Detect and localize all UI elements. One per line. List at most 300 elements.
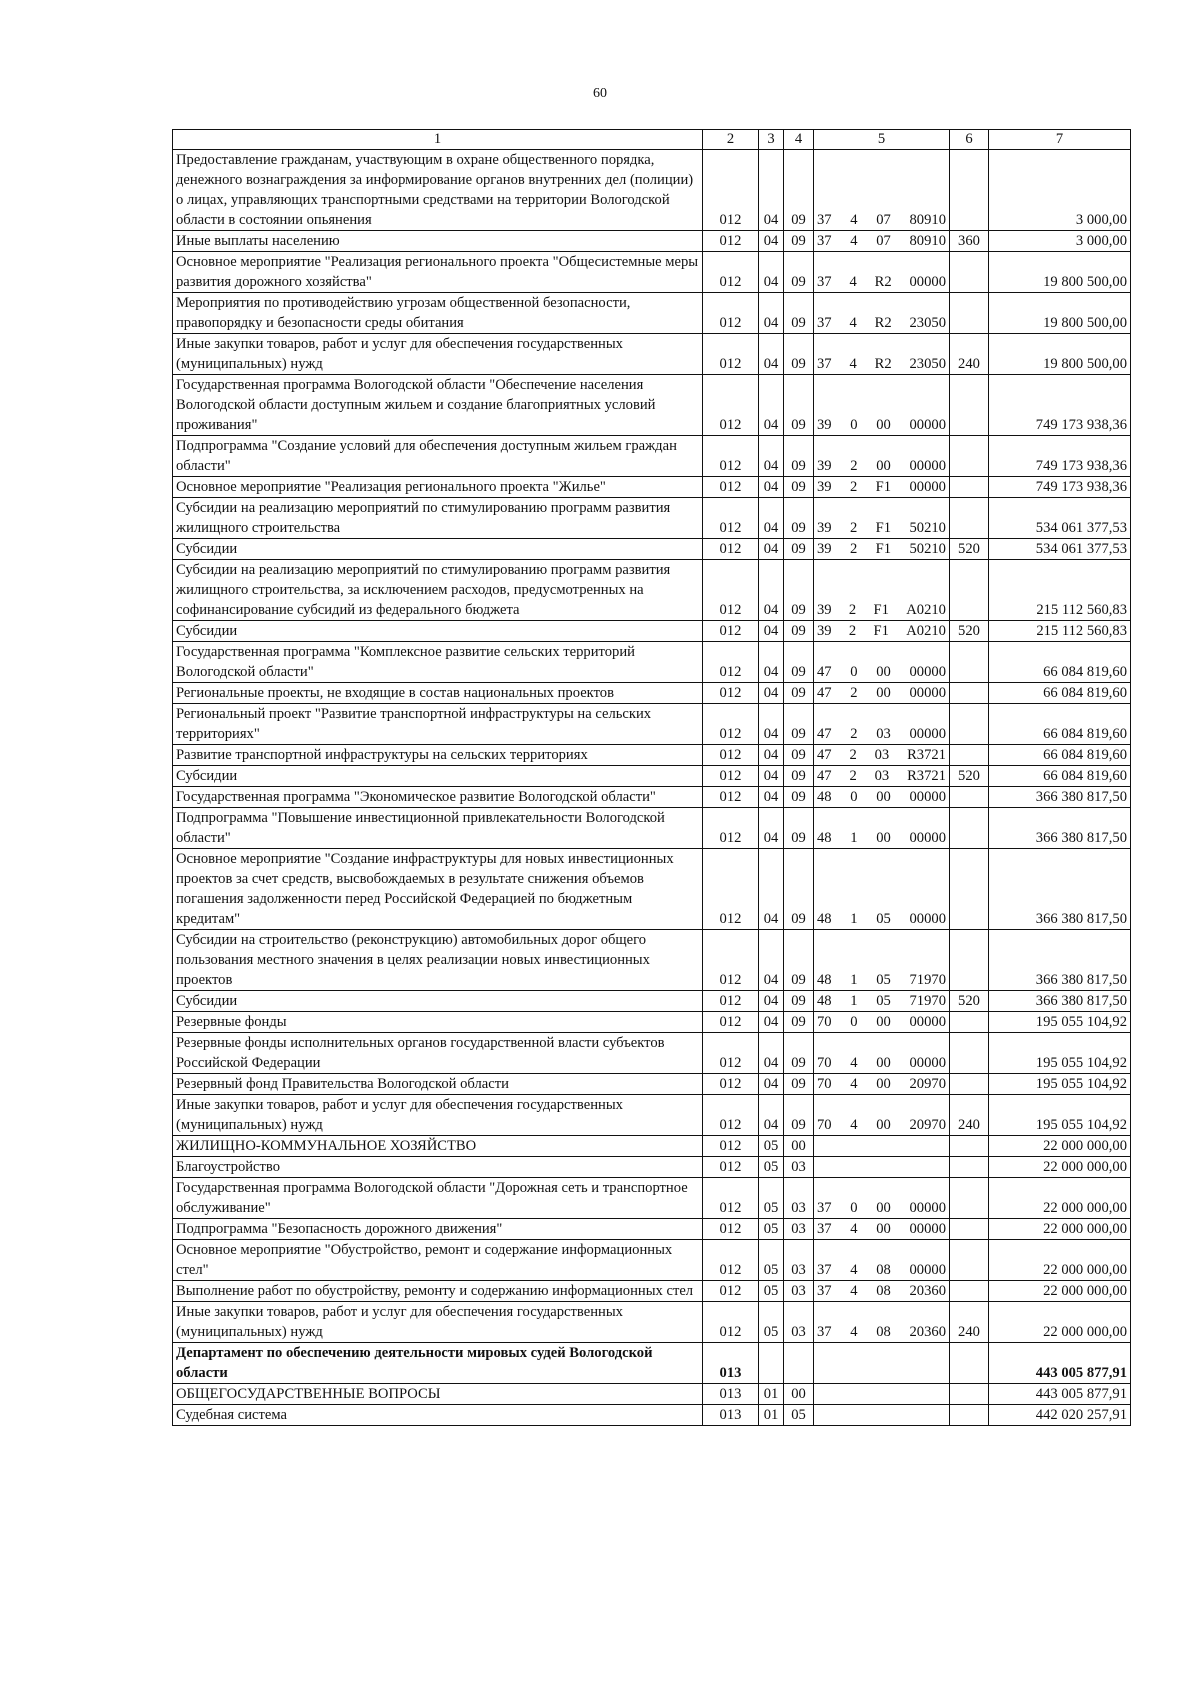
row-name: ЖИЛИЩНО-КОММУНАЛЬНОЕ ХОЗЯЙСТВО — [173, 1136, 703, 1157]
section-code: 04 — [759, 560, 784, 621]
section-code: 05 — [759, 1219, 784, 1240]
target-article-part: 00 — [876, 789, 891, 805]
section-code: 05 — [759, 1157, 784, 1178]
row-name: ОБЩЕГОСУДАРСТВЕННЫЕ ВОПРОСЫ — [173, 1384, 703, 1405]
amount: 215 112 560,83 — [989, 621, 1131, 642]
department-code: 012 — [703, 334, 759, 375]
target-article-part: 2 — [849, 479, 858, 495]
row-name: Субсидии — [173, 539, 703, 560]
amount: 66 084 819,60 — [989, 683, 1131, 704]
target-article-part: 39 — [817, 520, 832, 536]
row-name: Резервный фонд Правительства Вологодской области — [173, 1074, 703, 1095]
target-article-code — [814, 808, 950, 849]
section-code — [759, 1343, 784, 1384]
target-article-parts — [817, 1074, 946, 1094]
target-article-part: 2 — [850, 458, 858, 474]
column-number: 1 — [173, 130, 703, 150]
subsection-code: 09 — [784, 745, 814, 766]
row-name: Субсидии на реализацию мероприятий по стимулированию программ развития жилищного строительства — [173, 498, 703, 539]
subsection-code: 09 — [784, 498, 814, 539]
expense-type-code: 520 — [950, 766, 989, 787]
target-article-code — [814, 1240, 950, 1281]
target-article-code — [814, 231, 950, 252]
amount: 534 061 377,53 — [989, 539, 1131, 560]
target-article-parts — [817, 539, 946, 559]
target-article-part: 1 — [850, 830, 858, 846]
subsection-code: 09 — [784, 704, 814, 745]
department-code: 012 — [703, 849, 759, 930]
target-article-parts — [817, 1012, 946, 1032]
department-code: 013 — [703, 1384, 759, 1405]
target-article-code — [814, 621, 950, 642]
expense-type-code: 520 — [950, 621, 989, 642]
target-article-part: 00000 — [909, 1055, 946, 1071]
table-row — [173, 642, 1131, 683]
row-name: Мероприятия по противодействию угрозам общественной безопасности, правопорядку и безопасности среды обитания — [173, 293, 703, 334]
subsection-code: 09 — [784, 375, 814, 436]
subsection-code: 09 — [784, 150, 814, 231]
target-article-part: 2 — [849, 520, 858, 536]
table-row — [173, 477, 1131, 498]
row-name: Субсидии — [173, 621, 703, 642]
section-code: 04 — [759, 1033, 784, 1074]
row-name: Резервные фонды исполнительных органов государственной власти субъектов Российской Федерации — [173, 1033, 703, 1074]
target-article-part: 03 — [874, 768, 890, 784]
target-article-part: 00000 — [909, 274, 946, 290]
target-article-part: 08 — [876, 1324, 891, 1340]
column-number-row — [173, 130, 1131, 150]
target-article-part: 20360 — [909, 1324, 946, 1340]
table-row — [173, 1302, 1131, 1343]
target-article-code — [814, 642, 950, 683]
expense-type-code: 240 — [950, 1302, 989, 1343]
expense-type-code — [950, 849, 989, 930]
target-article-part: 37 — [817, 233, 832, 249]
department-code: 012 — [703, 787, 759, 808]
row-name: Региональный проект "Развитие транспортной инфраструктуры на сельских территориях" — [173, 704, 703, 745]
department-code: 012 — [703, 1074, 759, 1095]
amount: 366 380 817,50 — [989, 787, 1131, 808]
target-article-parts — [817, 662, 946, 682]
target-article-part: 00 — [876, 1076, 891, 1092]
department-code: 012 — [703, 704, 759, 745]
department-code: 012 — [703, 231, 759, 252]
target-article-part: 39 — [817, 458, 832, 474]
target-article-part: 37 — [817, 1283, 832, 1299]
table-row — [173, 704, 1131, 745]
target-article-parts — [817, 415, 946, 435]
target-article-part: 0 — [850, 1014, 858, 1030]
table-row — [173, 293, 1131, 334]
row-name: Подпрограмма "Повышение инвестиционной привлекательности Вологодской области" — [173, 808, 703, 849]
amount: 3 000,00 — [989, 231, 1131, 252]
amount: 534 061 377,53 — [989, 498, 1131, 539]
target-article-code — [814, 334, 950, 375]
target-article-part: 2 — [848, 602, 857, 618]
row-name: Субсидии на строительство (реконструкцию) автомобильных дорог общего пользования местного значения в целях реализации новых инвестиционных проектов — [173, 930, 703, 991]
target-article-part: F1 — [875, 520, 892, 536]
target-article-part: 4 — [850, 1324, 858, 1340]
department-code: 012 — [703, 1157, 759, 1178]
target-article-part: R3721 — [907, 747, 946, 763]
table-row — [173, 1384, 1131, 1405]
table-row — [173, 1095, 1131, 1136]
subsection-code: 09 — [784, 539, 814, 560]
target-article-part: 37 — [817, 315, 832, 331]
section-code: 05 — [759, 1178, 784, 1219]
department-code: 012 — [703, 1033, 759, 1074]
target-article-part: 4 — [849, 356, 857, 372]
subsection-code: 03 — [784, 1240, 814, 1281]
table-row — [173, 766, 1131, 787]
target-article-part: 80910 — [909, 233, 946, 249]
subsection-code: 09 — [784, 293, 814, 334]
department-code: 012 — [703, 1219, 759, 1240]
target-article-parts — [817, 828, 946, 848]
target-article-part: 00000 — [909, 1221, 946, 1237]
amount: 66 084 819,60 — [989, 766, 1131, 787]
section-code: 04 — [759, 642, 784, 683]
subsection-code: 09 — [784, 621, 814, 642]
target-article-parts — [817, 477, 946, 497]
target-article-part: 08 — [876, 1262, 891, 1278]
section-code: 04 — [759, 621, 784, 642]
target-article-parts — [817, 683, 946, 703]
target-article-part: 05 — [876, 993, 891, 1009]
target-article-code — [814, 1219, 950, 1240]
target-article-part: 00 — [876, 1200, 891, 1216]
amount: 195 055 104,92 — [989, 1074, 1131, 1095]
row-name: Выполнение работ по обустройству, ремонту и содержанию информационных стел — [173, 1281, 703, 1302]
target-article-part: 80910 — [909, 212, 946, 228]
target-article-part: 1 — [850, 993, 858, 1009]
target-article-part: 00000 — [909, 830, 946, 846]
expense-type-code — [950, 1178, 989, 1219]
subsection-code: 09 — [784, 766, 814, 787]
row-name: Основное мероприятие "Обустройство, ремонт и содержание информационных стел" — [173, 1240, 703, 1281]
expense-type-code — [950, 787, 989, 808]
section-code: 04 — [759, 930, 784, 991]
target-article-parts — [817, 600, 946, 620]
target-article-code — [814, 539, 950, 560]
section-code: 04 — [759, 334, 784, 375]
amount: 19 800 500,00 — [989, 334, 1131, 375]
target-article-part: 00000 — [909, 1262, 946, 1278]
table-row — [173, 1281, 1131, 1302]
expense-type-code: 240 — [950, 334, 989, 375]
table-row — [173, 1012, 1131, 1033]
target-article-part: 05 — [876, 972, 891, 988]
section-code: 04 — [759, 704, 784, 745]
expense-type-code — [950, 642, 989, 683]
expense-type-code — [950, 477, 989, 498]
section-code: 05 — [759, 1136, 784, 1157]
target-article-code — [814, 293, 950, 334]
target-article-code — [814, 745, 950, 766]
table-row — [173, 150, 1131, 231]
target-article-code — [814, 1178, 950, 1219]
row-name: Предоставление гражданам, участвующим в охране общественного порядка, денежного вознаграждения за информирование органов внутренних дел (полиции) о лицах, управляющих транспортными средствами на территории Вологодской области в состоянии опьянения — [173, 150, 703, 231]
target-article-part: 37 — [817, 1324, 832, 1340]
target-article-code — [814, 1136, 950, 1157]
row-name: Развитие транспортной инфраструктуры на сельских территориях — [173, 745, 703, 766]
section-code: 04 — [759, 683, 784, 704]
department-code: 012 — [703, 375, 759, 436]
subsection-code: 09 — [784, 1012, 814, 1033]
target-article-part: 00000 — [909, 726, 946, 742]
section-code: 04 — [759, 1095, 784, 1136]
target-article-part: F1 — [875, 541, 892, 557]
target-article-part: 00 — [876, 1014, 891, 1030]
target-article-code — [814, 1157, 950, 1178]
subsection-code: 09 — [784, 991, 814, 1012]
table-row — [173, 1136, 1131, 1157]
target-article-parts — [817, 1281, 946, 1301]
department-code: 012 — [703, 808, 759, 849]
expense-type-code — [950, 704, 989, 745]
target-article-parts — [817, 1115, 946, 1135]
target-article-part: 00000 — [909, 685, 946, 701]
amount: 19 800 500,00 — [989, 293, 1131, 334]
department-code: 012 — [703, 1095, 759, 1136]
target-article-parts — [817, 1198, 946, 1218]
row-name: Подпрограмма "Создание условий для обеспечения доступным жильем граждан области" — [173, 436, 703, 477]
expense-type-code — [950, 930, 989, 991]
amount: 19 800 500,00 — [989, 252, 1131, 293]
target-article-part: 70 — [817, 1014, 832, 1030]
subsection-code: 09 — [784, 1033, 814, 1074]
subsection-code: 09 — [784, 231, 814, 252]
department-code: 012 — [703, 1302, 759, 1343]
department-code: 012 — [703, 991, 759, 1012]
row-name: Субсидии — [173, 766, 703, 787]
target-article-part: 00 — [876, 830, 891, 846]
section-code: 05 — [759, 1240, 784, 1281]
amount: 66 084 819,60 — [989, 745, 1131, 766]
expense-type-code — [950, 498, 989, 539]
subsection-code: 09 — [784, 1095, 814, 1136]
department-code: 012 — [703, 150, 759, 231]
target-article-parts — [817, 724, 946, 744]
target-article-part: 71970 — [909, 972, 946, 988]
subsection-code: 09 — [784, 683, 814, 704]
amount: 443 005 877,91 — [989, 1343, 1131, 1384]
department-code: 012 — [703, 683, 759, 704]
row-name: Иные выплаты населению — [173, 231, 703, 252]
subsection-code: 09 — [784, 1074, 814, 1095]
subsection-code — [784, 1343, 814, 1384]
department-code: 012 — [703, 930, 759, 991]
section-code: 04 — [759, 498, 784, 539]
amount: 22 000 000,00 — [989, 1219, 1131, 1240]
section-code: 04 — [759, 808, 784, 849]
expense-type-code — [950, 1074, 989, 1095]
target-article-part: 4 — [850, 233, 858, 249]
section-code: 01 — [759, 1405, 784, 1426]
amount: 22 000 000,00 — [989, 1302, 1131, 1343]
expense-type-code — [950, 1405, 989, 1426]
target-article-part: 00 — [876, 685, 891, 701]
target-article-part: 00000 — [909, 1014, 946, 1030]
target-article-parts — [817, 518, 946, 538]
target-article-code — [814, 1343, 950, 1384]
department-code: 012 — [703, 1136, 759, 1157]
target-article-code — [814, 375, 950, 436]
department-code: 012 — [703, 642, 759, 683]
amount: 22 000 000,00 — [989, 1157, 1131, 1178]
amount: 195 055 104,92 — [989, 1012, 1131, 1033]
table-row — [173, 808, 1131, 849]
section-code: 04 — [759, 252, 784, 293]
target-article-part: 23050 — [909, 356, 946, 372]
target-article-code — [814, 1384, 950, 1405]
target-article-part: 4 — [850, 1262, 858, 1278]
target-article-parts — [817, 787, 946, 807]
expense-type-code — [950, 1343, 989, 1384]
subsection-code: 09 — [784, 560, 814, 621]
target-article-part: 4 — [850, 212, 858, 228]
row-name: Государственная программа Вологодской области "Обеспечение населения Вологодской области доступным жильем и создание благоприятных условий проживания" — [173, 375, 703, 436]
target-article-part: 70 — [817, 1055, 832, 1071]
target-article-part: 39 — [817, 602, 832, 618]
table-row — [173, 539, 1131, 560]
target-article-code — [814, 1074, 950, 1095]
subsection-code: 03 — [784, 1157, 814, 1178]
table-row — [173, 1343, 1131, 1384]
target-article-part: 00 — [876, 1055, 891, 1071]
row-name: Основное мероприятие "Реализация регионального проекта "Общесистемные меры развития дорожного хозяйства" — [173, 252, 703, 293]
target-article-part: 4 — [850, 1221, 858, 1237]
target-article-code — [814, 1033, 950, 1074]
target-article-part: 37 — [817, 1200, 832, 1216]
subsection-code: 09 — [784, 930, 814, 991]
subsection-code: 09 — [784, 787, 814, 808]
table-row — [173, 231, 1131, 252]
subsection-code: 09 — [784, 252, 814, 293]
subsection-code: 00 — [784, 1384, 814, 1405]
section-code: 04 — [759, 849, 784, 930]
section-code: 04 — [759, 231, 784, 252]
target-article-part: 4 — [850, 1283, 858, 1299]
department-code: 013 — [703, 1405, 759, 1426]
target-article-part: 39 — [817, 541, 832, 557]
expense-type-code — [950, 150, 989, 231]
department-code: 012 — [703, 252, 759, 293]
target-article-part: 03 — [876, 726, 891, 742]
target-article-parts — [817, 272, 946, 292]
row-name: Государственная программа Вологодской области "Дорожная сеть и транспортное обслуживание" — [173, 1178, 703, 1219]
target-article-part: 37 — [817, 212, 832, 228]
department-code: 012 — [703, 539, 759, 560]
target-article-parts — [817, 313, 946, 333]
target-article-part: F1 — [873, 602, 889, 618]
amount: 215 112 560,83 — [989, 560, 1131, 621]
target-article-code — [814, 560, 950, 621]
table-row — [173, 436, 1131, 477]
section-code: 04 — [759, 745, 784, 766]
target-article-part: 1 — [850, 972, 858, 988]
column-number: 3 — [759, 130, 784, 150]
target-article-parts — [817, 745, 946, 765]
target-article-part: 70 — [817, 1117, 832, 1133]
expense-type-code: 360 — [950, 231, 989, 252]
target-article-part: 00000 — [909, 1200, 946, 1216]
target-article-part: 2 — [850, 726, 858, 742]
table-row — [173, 621, 1131, 642]
row-name: Региональные проекты, не входящие в состав национальных проектов — [173, 683, 703, 704]
row-name: Государственная программа "Комплексное развитие сельских территорий Вологодской области" — [173, 642, 703, 683]
target-article-code — [814, 252, 950, 293]
target-article-part: A0210 — [906, 602, 946, 618]
target-article-parts — [817, 909, 946, 929]
expense-type-code — [950, 1219, 989, 1240]
subsection-code: 03 — [784, 1178, 814, 1219]
department-code: 012 — [703, 477, 759, 498]
section-code: 04 — [759, 1012, 784, 1033]
target-article-part: 00 — [876, 1221, 891, 1237]
expense-type-code — [950, 252, 989, 293]
target-article-part: 00 — [876, 664, 891, 680]
table-row — [173, 683, 1131, 704]
row-name: Департамент по обеспечению деятельности мировых судей Вологодской области — [173, 1343, 703, 1384]
column-number: 6 — [950, 130, 989, 150]
target-article-part: F1 — [875, 479, 892, 495]
department-code: 013 — [703, 1343, 759, 1384]
expense-type-code — [950, 1281, 989, 1302]
target-article-part: 00000 — [909, 417, 946, 433]
target-article-part: 71970 — [909, 993, 946, 1009]
target-article-part: R3721 — [907, 768, 946, 784]
amount: 749 173 938,36 — [989, 477, 1131, 498]
target-article-code — [814, 1405, 950, 1426]
target-article-part: 39 — [817, 417, 832, 433]
target-article-code — [814, 477, 950, 498]
amount: 443 005 877,91 — [989, 1384, 1131, 1405]
target-article-part: 39 — [817, 623, 832, 639]
expense-type-code — [950, 560, 989, 621]
target-article-code — [814, 787, 950, 808]
department-code: 012 — [703, 621, 759, 642]
amount: 22 000 000,00 — [989, 1136, 1131, 1157]
department-code: 012 — [703, 293, 759, 334]
target-article-parts — [817, 1260, 946, 1280]
expense-type-code — [950, 436, 989, 477]
table-row — [173, 1033, 1131, 1074]
table-row — [173, 1157, 1131, 1178]
target-article-part: 2 — [849, 747, 857, 763]
target-article-parts — [817, 456, 946, 476]
target-article-part: 07 — [876, 233, 891, 249]
target-article-part: 4 — [850, 1117, 858, 1133]
target-article-code — [814, 849, 950, 930]
table-row — [173, 375, 1131, 436]
target-article-part: 47 — [817, 747, 832, 763]
row-name: Субсидии — [173, 991, 703, 1012]
expense-type-code — [950, 1012, 989, 1033]
row-name: Благоустройство — [173, 1157, 703, 1178]
target-article-part: 70 — [817, 1076, 832, 1092]
amount: 366 380 817,50 — [989, 991, 1131, 1012]
row-name: Резервные фонды — [173, 1012, 703, 1033]
target-article-code — [814, 704, 950, 745]
target-article-part: 4 — [850, 1055, 858, 1071]
target-article-part: 0 — [850, 417, 858, 433]
row-name: Иные закупки товаров, работ и услуг для обеспечения государственных (муниципальных) нужд — [173, 1302, 703, 1343]
amount: 195 055 104,92 — [989, 1033, 1131, 1074]
row-name: Субсидии на реализацию мероприятий по стимулированию программ развития жилищного строительства, за исключением расходов, предусмотренных на софинансирование субсидий из федерального бюджета — [173, 560, 703, 621]
target-article-part: 00000 — [909, 911, 946, 927]
target-article-parts — [817, 1322, 946, 1342]
